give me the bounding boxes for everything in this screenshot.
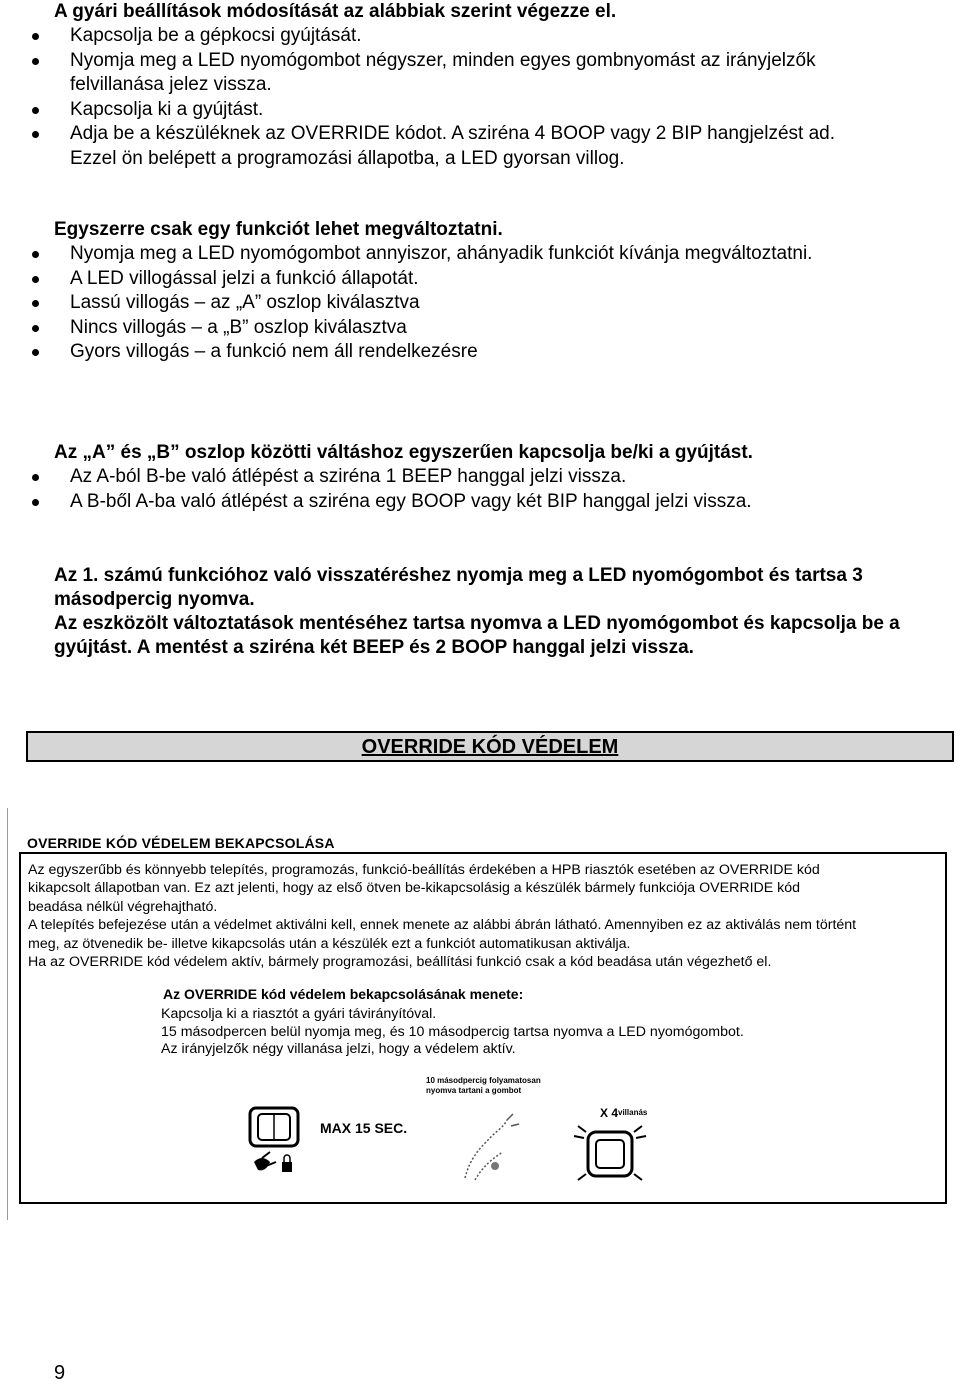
bullet-icon	[32, 33, 39, 40]
figure-sub-line: Az irányjelzők négy villanása jelzi, hogy a védelem aktív.	[161, 1041, 516, 1058]
bullet-icon	[32, 131, 39, 138]
list-item-text: Kapcsolja ki a gyújtást.	[70, 98, 264, 120]
figure-line: Ha az OVERRIDE kód védelem aktív, bármely programozási, beállítási funkció csak a kód beadása után végezhető el.	[28, 954, 772, 971]
figure-subtitle: Az OVERRIDE kód védelem bekapcsolásának menete:	[163, 986, 524, 1002]
list-item-text: Lassú villogás – az „A” oszlop kiválasztva	[70, 292, 420, 313]
list-item-text: Adja be a készüléknek az OVERRIDE kódot. A sziréna 4 BOOP vagy 2 BIP hangjelzést ad. Ezzel ön belépett a programozási állapotba, a LED gyorsan villog.	[70, 123, 836, 169]
hold-caption	[426, 1076, 541, 1096]
page-number: 9	[54, 1362, 66, 1384]
bullet-icon	[32, 276, 39, 283]
figure-line: Az egyszerűbb és könnyebb telepítés, programozás, funkció-beállítás érdekében a HPB riasztók esetében az OVERRIDE kód	[28, 862, 820, 878]
list-item	[0, 267, 860, 292]
save-paragraph: Az eszközölt változtatások mentéséhez tartsa nyomva a LED nyomógombot és kapcsolja be a gyújtást. A mentést a sziréna két BEEP és 2 BOOP hanggal jelzi vissza.	[54, 613, 900, 658]
section-banner	[26, 731, 954, 762]
car-blinkers-icon	[570, 1118, 650, 1188]
list-item-text: Kapcsolja be a gépkocsi gyújtását.	[70, 25, 362, 46]
figure-sub-text	[161, 1006, 861, 1059]
section-heading: Az „A” és „B” oszlop közötti váltáshoz egyszerűen kapcsolja be/ki a gyújtást.	[54, 442, 753, 463]
section-heading: Egyszerre csak egy funkciót lehet megváltoztatni.	[54, 219, 503, 240]
hold-caption-line: nyomva tartani a gombot	[426, 1086, 522, 1095]
list-item-text: A LED villogással jelzi a funkció állapotát.	[70, 267, 419, 289]
list-item	[0, 340, 860, 365]
figure-title: OVERRIDE KÓD VÉDELEM BEKAPCSOLÁSA	[27, 835, 335, 851]
bullet-list	[0, 465, 904, 514]
figure-line: kikapcsolt állapotban van. Ez azt jelenti, hogy az első ötven be-kikapcsolásig a készülék bármely funkciója OVERRIDE kód	[28, 880, 801, 897]
bullet-icon	[32, 107, 39, 114]
bullet-icon	[32, 499, 39, 506]
figure-text	[28, 861, 938, 971]
list-item	[0, 49, 860, 98]
bullet-list	[0, 242, 904, 365]
section-return-save	[54, 564, 914, 660]
blink-word-label: villanás	[618, 1108, 648, 1117]
list-item	[0, 24, 860, 49]
section-single-function	[54, 218, 904, 365]
list-item	[0, 242, 860, 267]
list-item	[0, 98, 860, 123]
hold-caption-line: 10 másodpercig folyamatosan	[426, 1076, 541, 1085]
bullet-icon	[32, 251, 39, 258]
bullet-icon	[32, 474, 39, 481]
list-item-text: Nyomja meg a LED nyomógombot annyiszor, ahányadik funkciót kívánja megváltoztatni.	[70, 243, 813, 264]
section-column-switch	[54, 441, 904, 514]
list-item-text: A B-ből A-ba való átlépést a sziréna egy BOOP vagy két BIP hanggal jelzi vissza.	[70, 490, 752, 512]
list-item-text: Gyors villogás – a funkció nem áll rendelkezésre	[70, 341, 478, 362]
bullet-icon	[32, 300, 39, 307]
list-item-text: Nyomja meg a LED nyomógombot négyszer, minden egyes gombnyomást az irányjelzők felvillanása jelez vissza.	[70, 49, 816, 95]
list-item	[0, 465, 860, 490]
list-item-text: Az A-ból B-be való átlépést a sziréna 1 BEEP hanggal jelzi vissza.	[70, 466, 627, 487]
blink-count-label: X 4	[600, 1106, 619, 1120]
figure-line: A telepítés befejezése után a védelmet aktiválni kell, ennek menete az alábbi ábrán látható. Amennyiben ez az aktiválás nem történt	[28, 917, 857, 934]
figure-sub-line: Kapcsolja ki a riasztót a gyári távirányítóval.	[161, 1006, 437, 1022]
figure-line: meg, az ötvenedik be- illetve kikapcsolás után a készülék ezt a funkciót automatikusan aktiválja.	[28, 935, 631, 952]
list-item	[0, 122, 860, 171]
list-item	[0, 316, 860, 341]
max-time-label: MAX 15 SEC.	[320, 1120, 408, 1136]
bullet-list	[0, 24, 904, 171]
banner-title: OVERRIDE KÓD VÉDELEM	[361, 736, 619, 758]
list-item	[0, 490, 860, 515]
hand-press-icon	[455, 1108, 525, 1188]
figure-sub-line: 15 másodpercen belül nyomja meg, és 10 másodpercig tartsa nyomva a LED nyomógombot.	[161, 1023, 744, 1040]
section-programming	[54, 0, 904, 171]
section-heading: A gyári beállítások módosítását az alábbiak szerint végezze el.	[54, 1, 617, 22]
return-paragraph: Az 1. számú funkcióhoz való visszatéréshez nyomja meg a LED nyomógombot és tartsa 3 másodpercig nyomva.	[54, 565, 863, 610]
list-item	[0, 291, 860, 316]
remote-control-icon	[240, 1100, 310, 1190]
bullet-icon	[32, 349, 39, 356]
bullet-icon	[32, 58, 39, 65]
list-item-text: Nincs villogás – a „B” oszlop kiválasztva	[70, 316, 407, 338]
figure-line: beadása nélkül végrehajtható.	[28, 898, 218, 915]
bullet-icon	[32, 325, 39, 332]
